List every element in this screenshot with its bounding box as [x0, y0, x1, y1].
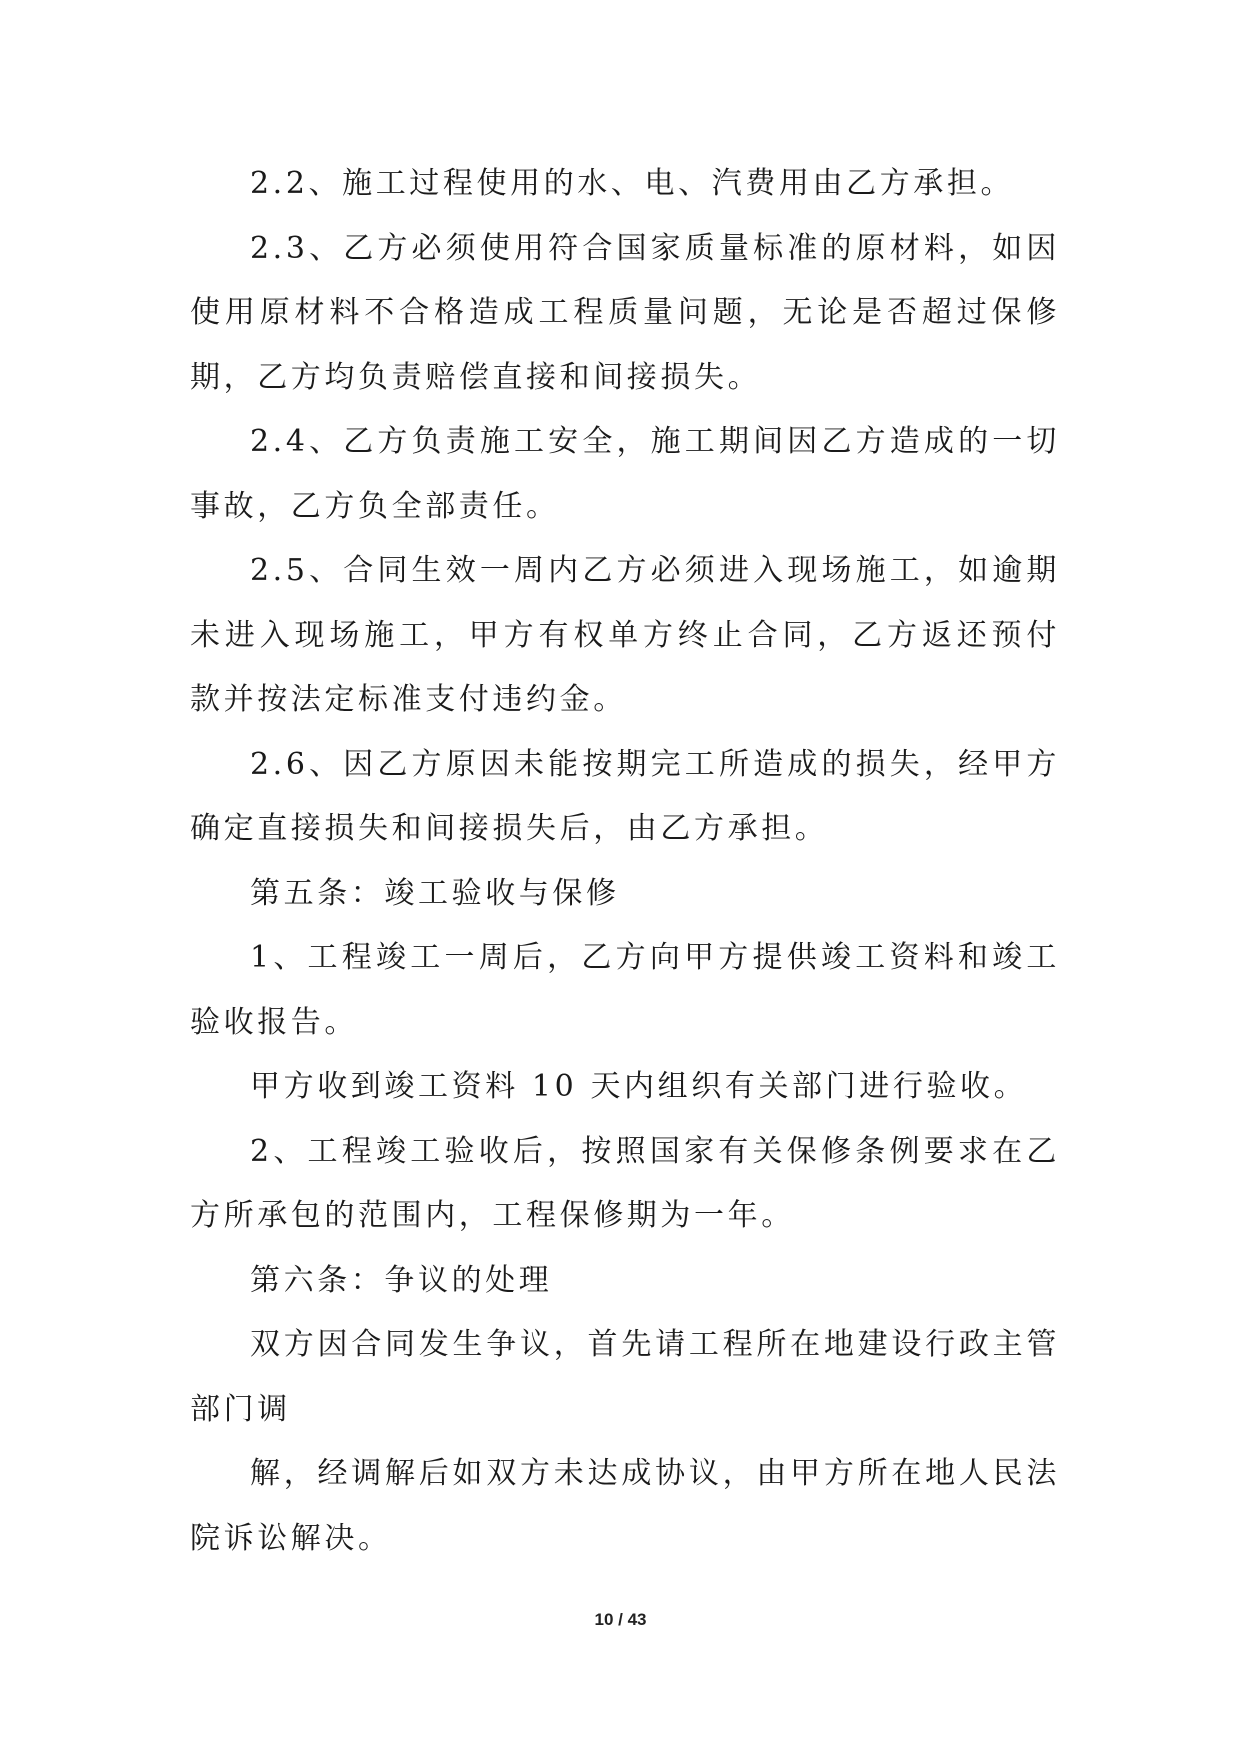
paragraph-2-6: 2.6、因乙方原因未能按期完工所造成的损失，经甲方确定直接损失和间接损失后，由乙方承担。 [190, 746, 1060, 846]
section-heading-6: 第六条：争议的处理 [250, 1262, 553, 1298]
section-heading-5: 第五条：竣工验收与保修 [250, 875, 620, 911]
page-number: 10 / 43 [594, 1610, 647, 1629]
paragraph-2-2: 2.2、施工过程使用的水、电、汽费用由乙方承担。 [250, 166, 1015, 201]
document-body [190, 152, 1060, 1571]
paragraph-5-2: 2、工程竣工验收后，按照国家有关保修条例要求在乙方所承包的范围内，工程保修期为一年。 [190, 1133, 1060, 1233]
paragraph-5-1: 1、工程竣工一周后，乙方向甲方提供竣工资料和竣工验收报告。 [190, 940, 1060, 1040]
paragraph-2-5: 2.5、合同生效一周内乙方必须进入现场施工，如逾期未进入现场施工，甲方有权单方终止合同，乙方返还预付款并按法定标准支付违约金。 [190, 553, 1060, 717]
paragraph-dispute-1: 双方因合同发生争议，首先请工程所在地建设行政主管部门调 [190, 1327, 1060, 1427]
paragraph-dispute-2: 解，经调解后如双方未达成协议，由甲方所在地人民法院诉讼解决。 [190, 1456, 1060, 1556]
paragraph-2-3: 2.3、乙方必须使用符合国家质量标准的原材料，如因使用原材料不合格造成工程质量问题，无论是否超过保修期，乙方均负责赔偿直接和间接损失。 [190, 230, 1060, 395]
paragraph-acceptance: 甲方收到竣工资料 10 天内组织有关部门进行验收。 [250, 1069, 1028, 1104]
paragraph-2-4: 2.4、乙方负责施工安全，施工期间因乙方造成的一切事故，乙方负全部责任。 [190, 424, 1060, 524]
